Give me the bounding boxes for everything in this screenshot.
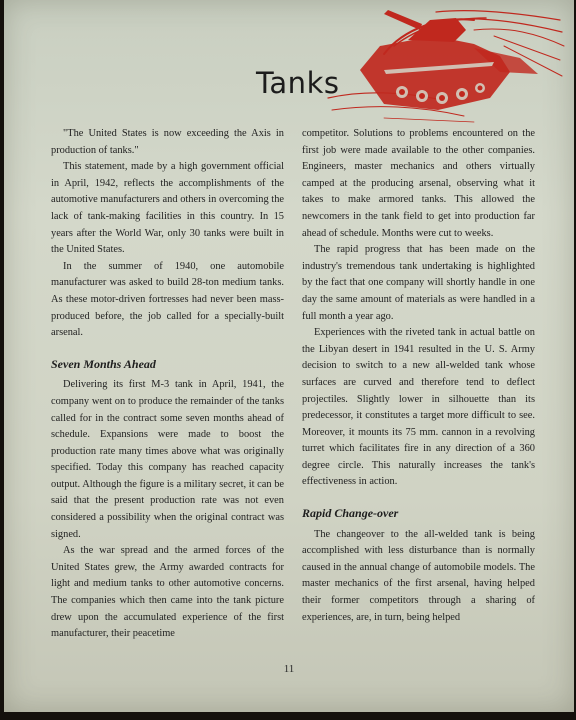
tank-illustration	[324, 6, 570, 124]
book-page	[4, 0, 574, 712]
section-heading: Seven Months Ahead	[51, 356, 156, 371]
section-heading: Rapid Change-over	[302, 506, 399, 521]
paragraph: This statement, made by a high government official in April, 1942, reflects the accomplishments of the automotive manufacturers and others in overcoming the lack of tank-making facilities in this country. In 15 years after the World War, only 30 tanks were built in the United States.	[51, 161, 284, 256]
left-column	[51, 126, 284, 643]
paragraph: The rapid progress that has been made on the industry's tremendous tank undertaking is highlighted by the fact that one company will shortly handle in one day the same amount of materials as were handled in a full month a year ago.	[302, 244, 535, 322]
paragraph: As the war spread and the armed forces of the United States grew, the Army awarded contracts for light and medium tanks to other automotive concerns. The companies which then came into the tank picture drew upon the accumulated experience of the first manufacturer, their peacetime	[51, 545, 284, 640]
intro-quote: "The United States is now exceeding the Axis in production of tanks."	[51, 128, 284, 156]
paragraph: In the summer of 1940, one automobile manufacturer was asked to build 28-ton medium tanks. As these motor-driven fortresses had never been mass-produced before, the job called for a specially-built arsenal.	[51, 260, 284, 339]
page-number: 11	[283, 663, 295, 675]
paragraph: competitor. Solutions to problems encountered on the first job were made available to the other companies. Engineers, master mechanics and others virtually camped at the producing arsenal, observing what it takes to make armored tanks. This allowed the newcomers in the tank field to get into production far ahead of schedule. Months were cut to weeks.	[302, 128, 535, 239]
page-title: Tanks	[256, 66, 340, 100]
paragraph: Delivering its first M-3 tank in April, 1941, the company went on to produce the remainder of the tanks called for in the contract some seven months ahead of schedule. Expansions were made to boost the production rate many times above what was originally specified. Today this company has reached capacity output. Although the figure is a military secret, it can be said that the present production rate was not even considered a possibility when the original contract was signed.	[51, 379, 284, 540]
right-column	[302, 126, 535, 626]
paragraph: The changeover to the all-welded tank is being accomplished with less disturbance than is normally caused in the annual change of automobile models. The master mechanics of the first arsenal, having helped their former competitors through a sharing of experiences, are, in turn, being helped	[302, 528, 535, 623]
paragraph: Experiences with the riveted tank in actual battle on the Libyan desert in 1941 resulted in the U. S. Army decision to switch to a new all-welded tank whose surfaces are curved and therefore tend to deflect projectiles. Slightly lower in silhouette than its predecessor, it constitutes a target more difficult to see. Moreover, it mounts its 75 mm. cannon in a revolving turret which facilitates fire in any direction of a 360 degree circle. This naturally increases the tank's effectiveness in action.	[302, 327, 535, 488]
